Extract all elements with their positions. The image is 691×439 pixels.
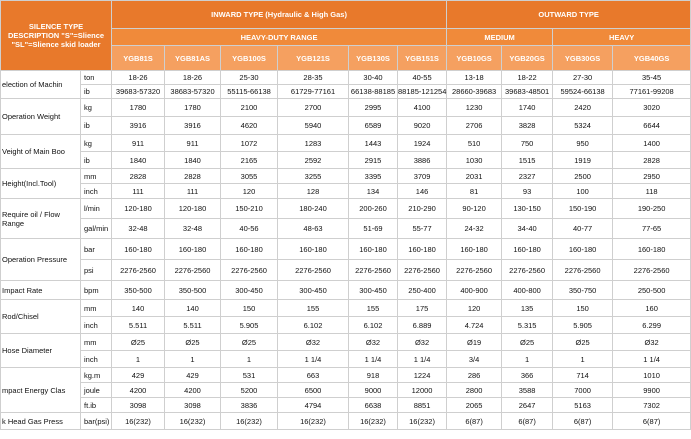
value-cell: Ø32 — [613, 334, 691, 351]
model-header: YGB130S — [349, 46, 398, 71]
value-cell: 81 — [447, 184, 502, 199]
heavy-header: HEAVY — [553, 29, 691, 46]
table-row — [1, 281, 691, 300]
value-cell: 88185-121254 — [398, 85, 447, 99]
value-cell: 3255 — [278, 169, 349, 184]
value-cell: 4200 — [165, 383, 221, 398]
value-cell: 1840 — [112, 152, 165, 169]
value-cell: Ø25 — [553, 334, 613, 351]
parameter-label: Veight of Main Boo — [1, 135, 81, 169]
table-body — [1, 71, 691, 430]
value-cell: 2647 — [502, 398, 553, 413]
value-cell: Ø19 — [447, 334, 502, 351]
value-cell: 1230 — [447, 99, 502, 117]
value-cell: 150-210 — [221, 199, 278, 219]
value-cell: 120-180 — [165, 199, 221, 219]
value-cell: 911 — [112, 135, 165, 152]
corner-line: "SL"=Slience skid loader — [11, 40, 101, 49]
value-cell: 3836 — [221, 398, 278, 413]
parameter-label: Height(Incl.Tool) — [1, 169, 81, 199]
unit-cell: kg — [81, 99, 112, 117]
value-cell: 16(232) — [278, 413, 349, 430]
value-cell: 2500 — [553, 169, 613, 184]
value-cell: 9020 — [398, 117, 447, 135]
value-cell: 3886 — [398, 152, 447, 169]
unit-cell: kg — [81, 135, 112, 152]
value-cell: 750 — [502, 135, 553, 152]
unit-cell: inch — [81, 351, 112, 368]
value-cell: 120 — [221, 184, 278, 199]
value-cell: 1 — [502, 351, 553, 368]
value-cell: 1780 — [165, 99, 221, 117]
value-cell: 30-40 — [349, 71, 398, 85]
model-header: YGB40GS — [613, 46, 691, 71]
value-cell: 1030 — [447, 152, 502, 169]
table-row — [1, 413, 691, 430]
value-cell: 2276-2560 — [398, 260, 447, 281]
value-cell: 160-180 — [553, 239, 613, 260]
value-cell: 300-450 — [221, 281, 278, 300]
unit-cell: ton — [81, 71, 112, 85]
value-cell: 2327 — [502, 169, 553, 184]
value-cell: 160-180 — [502, 239, 553, 260]
value-cell: 350-500 — [112, 281, 165, 300]
unit-cell: gal/min — [81, 219, 112, 239]
value-cell: 3020 — [613, 99, 691, 117]
value-cell: 18-22 — [502, 71, 553, 85]
value-cell: 25-30 — [221, 71, 278, 85]
value-cell: 6(87) — [553, 413, 613, 430]
value-cell: 2100 — [221, 99, 278, 117]
value-cell: 429 — [112, 368, 165, 383]
value-cell: 400-800 — [502, 281, 553, 300]
value-cell: 160-180 — [613, 239, 691, 260]
value-cell: 366 — [502, 368, 553, 383]
value-cell: 190-250 — [613, 199, 691, 219]
value-cell: 3/4 — [447, 351, 502, 368]
value-cell: 5.511 — [112, 317, 165, 334]
value-cell: 1 1/4 — [398, 351, 447, 368]
value-cell: 28660-39683 — [447, 85, 502, 99]
value-cell: 160-180 — [165, 239, 221, 260]
value-cell: 3828 — [502, 117, 553, 135]
unit-cell: psi — [81, 260, 112, 281]
value-cell: Ø32 — [278, 334, 349, 351]
value-cell: 180-240 — [278, 199, 349, 219]
value-cell: 200-260 — [349, 199, 398, 219]
value-cell: 2828 — [165, 169, 221, 184]
value-cell: 429 — [165, 368, 221, 383]
value-cell: 160-180 — [398, 239, 447, 260]
value-cell: 3395 — [349, 169, 398, 184]
value-cell: 286 — [447, 368, 502, 383]
value-cell: 6(87) — [447, 413, 502, 430]
value-cell: 120 — [447, 300, 502, 317]
value-cell: 2950 — [613, 169, 691, 184]
value-cell: 4794 — [278, 398, 349, 413]
value-cell: 5940 — [278, 117, 349, 135]
table-row — [1, 383, 691, 398]
value-cell: 1924 — [398, 135, 447, 152]
value-cell: 9900 — [613, 383, 691, 398]
value-cell: 40-56 — [221, 219, 278, 239]
value-cell: 66138-88185 — [349, 85, 398, 99]
table-row — [1, 199, 691, 219]
value-cell: 1 1/4 — [613, 351, 691, 368]
value-cell: 6.102 — [349, 317, 398, 334]
value-cell: 18-26 — [165, 71, 221, 85]
value-cell: 6638 — [349, 398, 398, 413]
value-cell: 4.724 — [447, 317, 502, 334]
model-header: YGB121S — [278, 46, 349, 71]
table-row — [1, 152, 691, 169]
value-cell: 38683-57320 — [165, 85, 221, 99]
value-cell: 48-63 — [278, 219, 349, 239]
unit-cell: l/min — [81, 199, 112, 219]
value-cell: 2706 — [447, 117, 502, 135]
value-cell: 3588 — [502, 383, 553, 398]
value-cell: 1 — [112, 351, 165, 368]
table-row — [1, 184, 691, 199]
value-cell: 16(232) — [112, 413, 165, 430]
value-cell: 93 — [502, 184, 553, 199]
value-cell: 134 — [349, 184, 398, 199]
value-cell: 350-500 — [165, 281, 221, 300]
value-cell: Ø25 — [112, 334, 165, 351]
value-cell: 32-48 — [165, 219, 221, 239]
value-cell: 160-180 — [447, 239, 502, 260]
unit-cell: mm — [81, 334, 112, 351]
table-row — [1, 260, 691, 281]
value-cell: 9000 — [349, 383, 398, 398]
value-cell: 140 — [165, 300, 221, 317]
parameter-label: Operation Weight — [1, 99, 81, 135]
value-cell: 8851 — [398, 398, 447, 413]
value-cell: 111 — [165, 184, 221, 199]
unit-cell: ft.ib — [81, 398, 112, 413]
unit-cell: mm — [81, 169, 112, 184]
value-cell: 5.315 — [502, 317, 553, 334]
value-cell: 90-120 — [447, 199, 502, 219]
parameter-label: Rod/Chisel — [1, 300, 81, 334]
value-cell: 4200 — [112, 383, 165, 398]
model-header: YGB10GS — [447, 46, 502, 71]
value-cell: 1 1/4 — [349, 351, 398, 368]
value-cell: 1400 — [613, 135, 691, 152]
value-cell: Ø32 — [349, 334, 398, 351]
value-cell: 1072 — [221, 135, 278, 152]
value-cell: 6(87) — [502, 413, 553, 430]
value-cell: 2276-2560 — [221, 260, 278, 281]
value-cell: 400-900 — [447, 281, 502, 300]
value-cell: 5324 — [553, 117, 613, 135]
value-cell: 2592 — [278, 152, 349, 169]
corner-line: SILENCE TYPE — [28, 22, 84, 31]
value-cell: 18-26 — [112, 71, 165, 85]
table-row — [1, 351, 691, 368]
table-row — [1, 117, 691, 135]
value-cell: 1224 — [398, 368, 447, 383]
corner-line: DESCRIPTION "S"=Slience — [7, 31, 105, 40]
value-cell: 146 — [398, 184, 447, 199]
value-cell: 6.102 — [278, 317, 349, 334]
value-cell: 2800 — [447, 383, 502, 398]
value-cell: 250-400 — [398, 281, 447, 300]
value-cell: 150 — [553, 300, 613, 317]
silence-type-description — [1, 1, 112, 71]
parameter-label: Hose Diameter — [1, 334, 81, 368]
value-cell: 1840 — [165, 152, 221, 169]
value-cell: 6.889 — [398, 317, 447, 334]
value-cell: Ø25 — [221, 334, 278, 351]
value-cell: 34-40 — [502, 219, 553, 239]
value-cell: Ø25 — [502, 334, 553, 351]
value-cell: 16(232) — [349, 413, 398, 430]
value-cell: 16(232) — [398, 413, 447, 430]
value-cell: 4620 — [221, 117, 278, 135]
table-row — [1, 300, 691, 317]
value-cell: 150 — [221, 300, 278, 317]
table-row — [1, 99, 691, 117]
value-cell: 1515 — [502, 152, 553, 169]
value-cell: 155 — [278, 300, 349, 317]
value-cell: 7000 — [553, 383, 613, 398]
value-cell: 118 — [613, 184, 691, 199]
value-cell: 1919 — [553, 152, 613, 169]
value-cell: 3098 — [165, 398, 221, 413]
value-cell: 12000 — [398, 383, 447, 398]
value-cell: 2276-2560 — [613, 260, 691, 281]
value-cell: 300-450 — [278, 281, 349, 300]
value-cell: 2276-2560 — [502, 260, 553, 281]
table-row — [1, 219, 691, 239]
model-header: YGB100S — [221, 46, 278, 71]
value-cell: 35-45 — [613, 71, 691, 85]
value-cell: 155 — [349, 300, 398, 317]
value-cell: 300-450 — [349, 281, 398, 300]
value-cell: 510 — [447, 135, 502, 152]
value-cell: 1283 — [278, 135, 349, 152]
table-row — [1, 71, 691, 85]
value-cell: 2165 — [221, 152, 278, 169]
inward-type-header: INWARD TYPE (Hydraulic & High Gas) — [112, 1, 447, 29]
value-cell: 663 — [278, 368, 349, 383]
unit-cell: ib — [81, 152, 112, 169]
value-cell: 5163 — [553, 398, 613, 413]
value-cell: 1 — [165, 351, 221, 368]
value-cell: 4100 — [398, 99, 447, 117]
value-cell: 140 — [112, 300, 165, 317]
unit-cell: ib — [81, 117, 112, 135]
value-cell: 2995 — [349, 99, 398, 117]
table-row — [1, 135, 691, 152]
heavy-duty-range-header: HEAVY-DUTY RANGE — [112, 29, 447, 46]
unit-cell: inch — [81, 317, 112, 334]
value-cell: 1 — [553, 351, 613, 368]
parameter-label: Require oil / Flow Range — [1, 199, 81, 239]
value-cell: 911 — [165, 135, 221, 152]
value-cell: 918 — [349, 368, 398, 383]
value-cell: 40-55 — [398, 71, 447, 85]
value-cell: 350-750 — [553, 281, 613, 300]
unit-cell: bar — [81, 239, 112, 260]
model-header: YGB81S — [112, 46, 165, 71]
value-cell: 24-32 — [447, 219, 502, 239]
value-cell: 2700 — [278, 99, 349, 117]
value-cell: 40-77 — [553, 219, 613, 239]
value-cell: 61729-77161 — [278, 85, 349, 99]
value-cell: 175 — [398, 300, 447, 317]
value-cell: 55-77 — [398, 219, 447, 239]
value-cell: 2915 — [349, 152, 398, 169]
value-cell: 2065 — [447, 398, 502, 413]
value-cell: 16(232) — [165, 413, 221, 430]
value-cell: 1 — [221, 351, 278, 368]
outward-type-header: OUTWARD TYPE — [447, 1, 691, 29]
value-cell: 2420 — [553, 99, 613, 117]
value-cell: 2276-2560 — [112, 260, 165, 281]
value-cell: 111 — [112, 184, 165, 199]
unit-cell: joule — [81, 383, 112, 398]
value-cell: 59524-66138 — [553, 85, 613, 99]
value-cell: 3709 — [398, 169, 447, 184]
value-cell: 5200 — [221, 383, 278, 398]
value-cell: Ø32 — [398, 334, 447, 351]
value-cell: 531 — [221, 368, 278, 383]
value-cell: 2276-2560 — [165, 260, 221, 281]
table-row — [1, 239, 691, 260]
value-cell: 3916 — [112, 117, 165, 135]
unit-cell: bpm — [81, 281, 112, 300]
value-cell: 150-190 — [553, 199, 613, 219]
table-row — [1, 334, 691, 351]
model-header: YGB30GS — [553, 46, 613, 71]
value-cell: 5.905 — [553, 317, 613, 334]
value-cell: 160-180 — [112, 239, 165, 260]
value-cell: 120-180 — [112, 199, 165, 219]
value-cell: 27-30 — [553, 71, 613, 85]
value-cell: 55115-66138 — [221, 85, 278, 99]
value-cell: 6644 — [613, 117, 691, 135]
value-cell: 2276-2560 — [278, 260, 349, 281]
parameter-label: election of Machin — [1, 71, 81, 99]
unit-cell: inch — [81, 184, 112, 199]
value-cell: 16(232) — [221, 413, 278, 430]
unit-cell: bar(psi) — [81, 413, 112, 430]
model-header: YGB151S — [398, 46, 447, 71]
parameter-label: Impact Rate — [1, 281, 81, 300]
value-cell: 100 — [553, 184, 613, 199]
value-cell: 160 — [613, 300, 691, 317]
table-row — [1, 398, 691, 413]
value-cell: 250-500 — [613, 281, 691, 300]
value-cell: 1780 — [112, 99, 165, 117]
value-cell: 3916 — [165, 117, 221, 135]
unit-cell: mm — [81, 300, 112, 317]
value-cell: 39683-48501 — [502, 85, 553, 99]
value-cell: 160-180 — [221, 239, 278, 260]
value-cell: 128 — [278, 184, 349, 199]
parameter-label: mpact Energy Clas — [1, 368, 81, 413]
model-header: YGB81AS — [165, 46, 221, 71]
value-cell: 6.299 — [613, 317, 691, 334]
value-cell: Ø25 — [165, 334, 221, 351]
value-cell: 2276-2560 — [349, 260, 398, 281]
value-cell: 13-18 — [447, 71, 502, 85]
value-cell: 130-150 — [502, 199, 553, 219]
unit-cell: ib — [81, 85, 112, 99]
value-cell: 2828 — [112, 169, 165, 184]
model-header: YGB20GS — [502, 46, 553, 71]
parameter-label: k Head Gas Press — [1, 413, 81, 430]
value-cell: 714 — [553, 368, 613, 383]
table-row — [1, 169, 691, 184]
value-cell: 135 — [502, 300, 553, 317]
unit-cell: kg.m — [81, 368, 112, 383]
value-cell: 2828 — [613, 152, 691, 169]
value-cell: 160-180 — [278, 239, 349, 260]
value-cell: 2276-2560 — [553, 260, 613, 281]
table-row — [1, 85, 691, 99]
value-cell: 160-180 — [349, 239, 398, 260]
value-cell: 28-35 — [278, 71, 349, 85]
parameter-label: Operation Pressure — [1, 239, 81, 281]
value-cell: 77161-99208 — [613, 85, 691, 99]
value-cell: 1740 — [502, 99, 553, 117]
table-row — [1, 368, 691, 383]
value-cell: 6589 — [349, 117, 398, 135]
value-cell: 950 — [553, 135, 613, 152]
value-cell: 210-290 — [398, 199, 447, 219]
value-cell: 51-69 — [349, 219, 398, 239]
value-cell: 7302 — [613, 398, 691, 413]
value-cell: 2031 — [447, 169, 502, 184]
value-cell: 5.511 — [165, 317, 221, 334]
value-cell: 1 1/4 — [278, 351, 349, 368]
value-cell: 6500 — [278, 383, 349, 398]
value-cell: 3098 — [112, 398, 165, 413]
value-cell: 1010 — [613, 368, 691, 383]
value-cell: 32-48 — [112, 219, 165, 239]
value-cell: 1443 — [349, 135, 398, 152]
value-cell: 5.905 — [221, 317, 278, 334]
value-cell: 3055 — [221, 169, 278, 184]
value-cell: 39683-57320 — [112, 85, 165, 99]
value-cell: 6(87) — [613, 413, 691, 430]
medium-header: MEDIUM — [447, 29, 553, 46]
table-row — [1, 317, 691, 334]
value-cell: 77-65 — [613, 219, 691, 239]
value-cell: 2276-2560 — [447, 260, 502, 281]
table-header — [1, 1, 691, 71]
